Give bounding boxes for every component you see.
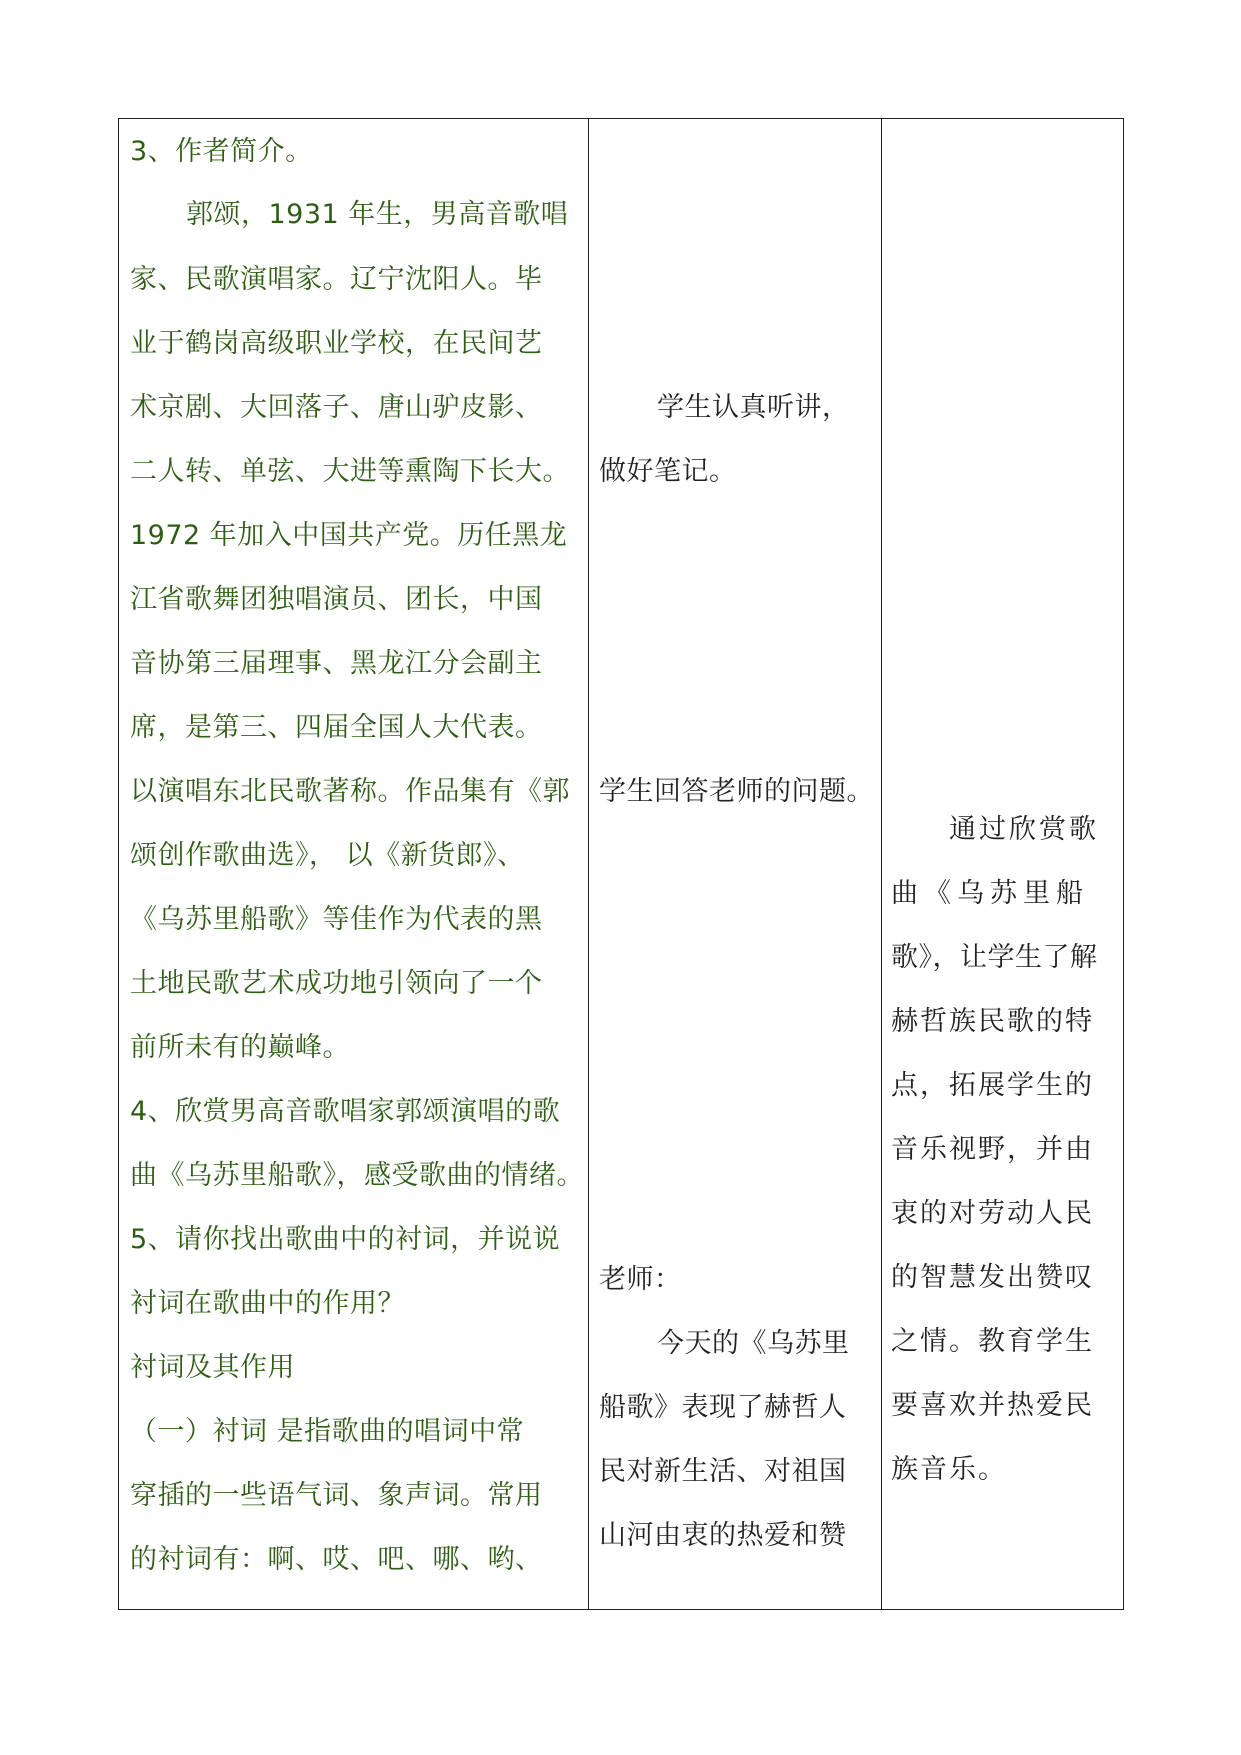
content-line: 以演唱东北民歌著称。作品集有《郭	[130, 776, 570, 807]
activity-line: 做好笔记。	[599, 456, 737, 487]
activity-line: 老师：	[599, 1264, 682, 1295]
content-line: 《乌苏里船歌》等佳作为代表的黑	[130, 904, 543, 935]
content-line: 土地民歌艺术成功地引领向了一个	[130, 968, 543, 999]
content-line: 郭颂，1931 年生，男高音歌唱	[186, 199, 569, 230]
content-line: 前所未有的巅峰。	[130, 1032, 350, 1063]
activity-line: 学生回答老师的问题。	[599, 776, 874, 807]
content-line: 曲《乌苏里船歌》，感受歌曲的情绪。	[130, 1160, 584, 1191]
content-line: 席，是第三、四届全国人大代表。	[130, 712, 543, 743]
intent-line: 衷的对劳动人民	[891, 1198, 1094, 1229]
content-line: 家、民歌演唱家。辽宁沈阳人。毕	[130, 264, 543, 295]
content-line: 4、欣赏男高音歌唱家郭颂演唱的歌	[130, 1096, 561, 1127]
content-line: 二人转、单弦、大进等熏陶下长大。	[130, 456, 570, 487]
intent-line: 曲《乌苏里船	[891, 878, 1089, 909]
activity-line: 山河由衷的热爱和赞	[599, 1520, 847, 1551]
content-line: 业于鹤岗高级职业学校，在民间艺	[130, 328, 543, 359]
activity-line: 今天的《乌苏里	[657, 1328, 850, 1359]
column-divider-2	[881, 119, 882, 1609]
intent-line: 点，拓展学生的	[891, 1070, 1094, 1101]
content-line: 的衬词有：啊、哎、吧、哪、哟、	[130, 1544, 543, 1575]
activity-line: 民对新生活、对祖国	[599, 1456, 847, 1487]
intent-line: 通过欣赏歌	[949, 814, 1099, 845]
intent-line: 之情。教育学生	[891, 1326, 1094, 1357]
content-line: 音协第三届理事、黑龙江分会副主	[130, 648, 543, 679]
intent-line: 歌》，让学生了解	[891, 942, 1098, 973]
content-line: 3、作者简介。	[130, 136, 313, 167]
intent-line: 音乐视野，并由	[891, 1134, 1094, 1165]
content-line: 江省歌舞团独唱演员、团长，中国	[130, 584, 543, 615]
content-line: （一）衬词 是指歌曲的唱词中常	[130, 1416, 525, 1447]
content-line: 1972 年加入中国共产党。历任黑龙	[130, 520, 568, 551]
activity-line: 学生认真听讲，	[657, 392, 850, 423]
content-line: 5、请你找出歌曲中的衬词，并说说	[130, 1224, 561, 1255]
content-line: 术京剧、大回落子、唐山驴皮影、	[130, 392, 543, 423]
content-line: 衬词及其作用	[130, 1352, 295, 1383]
activity-line: 船歌》表现了赫哲人	[599, 1392, 847, 1423]
column-divider-1	[588, 119, 589, 1609]
intent-line: 的智慧发出赞叹	[891, 1262, 1094, 1293]
intent-line: 要喜欢并热爱民	[891, 1390, 1094, 1421]
intent-line: 族音乐。	[891, 1454, 1007, 1485]
intent-line: 赫哲族民歌的特	[891, 1006, 1094, 1037]
content-line: 穿插的一些语气词、象声词。常用	[130, 1480, 543, 1511]
content-line: 颂创作歌曲选》， 以《新货郎》、	[130, 840, 525, 871]
content-line: 衬词在歌曲中的作用？	[130, 1288, 405, 1319]
